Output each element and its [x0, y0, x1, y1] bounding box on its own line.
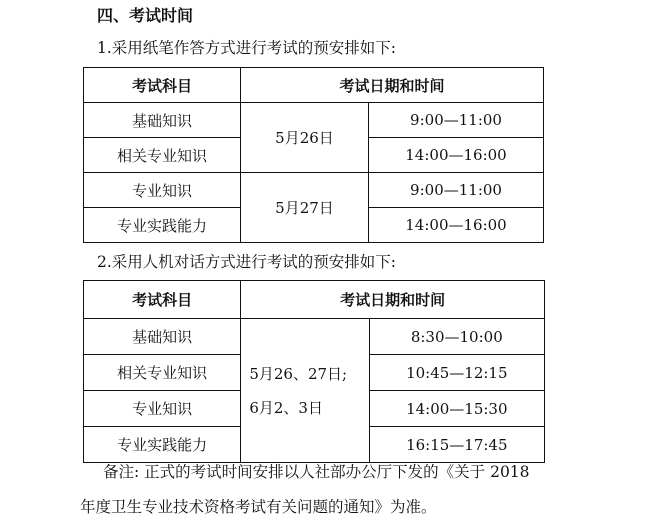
computer-exam-schedule-table — [83, 280, 545, 463]
header-subject: 考试科目 — [84, 281, 241, 319]
subject-cell: 基础知识 — [84, 319, 241, 355]
date-line-1: 5月26、27日; — [249, 364, 348, 383]
time-cell: 8:30—10:00 — [369, 319, 544, 355]
subject-cell: 相关专业知识 — [84, 355, 241, 391]
time-cell: 14:00—15:30 — [369, 391, 544, 427]
subject-cell: 专业实践能力 — [84, 208, 241, 243]
date-cell: 5月26日 — [241, 103, 369, 173]
table-row — [84, 173, 544, 208]
subject-cell: 专业实践能力 — [84, 427, 241, 463]
date-cell: 5月27日 — [241, 173, 369, 243]
note-line-2: 年度卫生专业技术资格考试有关问题的通知》为准。 — [80, 498, 437, 516]
table-row — [84, 103, 544, 138]
time-cell: 14:00—16:00 — [369, 208, 544, 243]
table-row — [84, 319, 545, 355]
time-cell: 10:45—12:15 — [369, 355, 544, 391]
header-subject: 考试科目 — [84, 68, 241, 103]
subject-cell: 专业知识 — [84, 173, 241, 208]
note-line-1: 备注: 正式的考试时间安排以人社部办公厅下发的《关于 2018 — [103, 463, 530, 481]
subject-cell: 专业知识 — [84, 391, 241, 427]
computer-exam-intro: 2.采用人机对话方式进行考试的预安排如下: — [97, 253, 397, 271]
subject-cell: 基础知识 — [84, 103, 241, 138]
time-cell: 9:00—11:00 — [369, 103, 544, 138]
subject-cell: 相关专业知识 — [84, 138, 241, 173]
date-cell — [241, 319, 369, 463]
table-header-row — [84, 281, 545, 319]
time-cell: 14:00—16:00 — [369, 138, 544, 173]
paper-exam-schedule-table — [83, 67, 544, 243]
date-line-2: 6月2、3日 — [249, 398, 323, 417]
section-heading: 四、考试时间 — [97, 6, 194, 25]
header-date-time: 考试日期和时间 — [241, 281, 545, 319]
paper-exam-intro: 1.采用纸笔作答方式进行考试的预安排如下: — [97, 39, 397, 57]
table-header-row — [84, 68, 544, 103]
time-cell: 16:15—17:45 — [369, 427, 544, 463]
header-date-time: 考试日期和时间 — [241, 68, 544, 103]
time-cell: 9:00—11:00 — [369, 173, 544, 208]
